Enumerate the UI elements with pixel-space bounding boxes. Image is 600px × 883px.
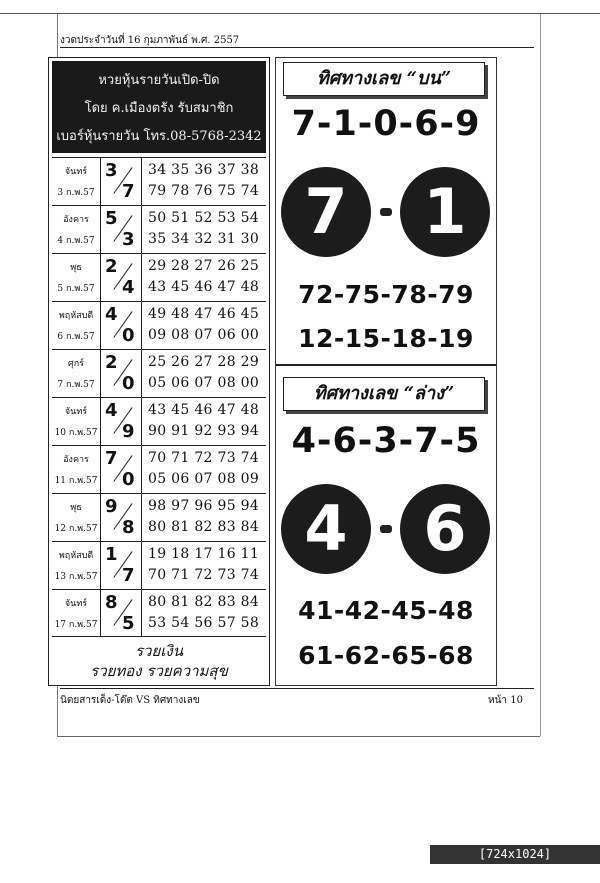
- numbers-line-1: 43 45 46 47 48: [148, 402, 260, 418]
- numbers-line-2: 35 34 32 31 30: [148, 231, 260, 247]
- day-name: พุธ: [70, 503, 82, 513]
- numbers-line-1: 19 18 17 16 11: [148, 546, 260, 562]
- lower-list-2: 61-62-65-68: [298, 641, 474, 670]
- key-top-digit: 7: [105, 448, 118, 469]
- numbers-line-1: 34 35 36 37 38: [148, 162, 260, 178]
- day-date: 12 ก.พ.57: [54, 524, 98, 534]
- upper-list-1: 72-75-78-79: [298, 280, 474, 309]
- info-line-3: เบอร์หุ้นรายวัน โทร.08-5768-2342: [56, 129, 262, 144]
- watermark: [724x1024] http://upic.me/: [430, 845, 600, 864]
- key-bottom-digit: 9: [122, 421, 135, 442]
- numbers-line-2: 70 71 72 73 74: [148, 567, 260, 583]
- left-panel: [48, 57, 270, 686]
- numbers-line-1: 70 71 72 73 74: [148, 450, 260, 466]
- page-edge-bottom: [57, 736, 540, 737]
- row-numbers-cell: [142, 494, 266, 541]
- key-bottom-digit: 8: [122, 517, 135, 538]
- key-bottom-digit: 0: [122, 373, 135, 394]
- row-day-cell: [52, 446, 101, 493]
- table-row: [52, 445, 266, 493]
- header-date: งวดประจำวันที่ 16 กุมภาพันธ์ พ.ศ. 2557: [60, 35, 240, 46]
- key-top-digit: 2: [105, 352, 118, 373]
- day-name: อังคาร: [63, 455, 89, 465]
- section-divider: [276, 364, 496, 366]
- row-key-cell: [101, 206, 142, 253]
- table-row: [52, 541, 266, 589]
- day-date: 13 ก.พ.57: [54, 572, 98, 582]
- lower-sequence: 4-6-3-7-5: [291, 421, 481, 461]
- numbers-line-2: 53 54 56 57 58: [148, 615, 260, 631]
- footer-left: นิตยสารเด็ง-โต๊ต VS ทิศทางเลข: [60, 695, 200, 706]
- numbers-line-1: 50 51 52 53 54: [148, 210, 260, 226]
- key-bottom-digit: 0: [122, 325, 135, 346]
- numbers-line-2: 09 08 07 06 00: [148, 327, 260, 343]
- upper-dot: [380, 208, 392, 216]
- numbers-line-1: 49 48 47 46 45: [148, 306, 260, 322]
- row-key-cell: [101, 158, 142, 205]
- row-numbers-cell: [142, 398, 266, 445]
- left-footer-line-1: รวยเงิน: [135, 642, 183, 660]
- numbers-line-1: 80 81 82 83 84: [148, 594, 260, 610]
- key-top-digit: 9: [105, 496, 118, 517]
- key-top-digit: 1: [105, 544, 118, 565]
- numbers-line-1: 98 97 96 95 94: [148, 498, 260, 514]
- day-name: พฤหัสบดี: [58, 311, 94, 321]
- row-key-cell: [101, 494, 142, 541]
- row-day-cell: [52, 398, 101, 445]
- day-name: อังคาร: [63, 215, 89, 225]
- key-top-digit: 3: [105, 160, 118, 181]
- numbers-line-2: 05 06 07 08 00: [148, 375, 260, 391]
- row-numbers-cell: [142, 350, 266, 397]
- table-row: [52, 349, 266, 397]
- day-name: จันทร์: [64, 407, 88, 417]
- day-name: ศุกร์: [68, 359, 84, 369]
- key-bottom-digit: 7: [122, 181, 135, 202]
- row-numbers-cell: [142, 206, 266, 253]
- table-row: [52, 253, 266, 301]
- page-edge-top: [0, 13, 600, 14]
- day-date: 6 ก.พ.57: [57, 332, 95, 342]
- row-day-cell: [52, 158, 101, 205]
- page-edge-right: [540, 14, 541, 736]
- row-day-cell: [52, 542, 101, 589]
- lower-dot: [380, 525, 392, 533]
- day-date: 3 ก.พ.57: [57, 188, 95, 198]
- row-day-cell: [52, 590, 101, 637]
- upper-sequence: 7-1-0-6-9: [291, 104, 481, 144]
- day-name: จันทร์: [64, 167, 88, 177]
- day-date: 4 ก.พ.57: [57, 236, 95, 246]
- lower-circle-1: 4: [281, 484, 371, 574]
- table-row: [52, 397, 266, 445]
- key-top-digit: 4: [105, 304, 118, 325]
- key-top-digit: 8: [105, 592, 118, 613]
- key-bottom-digit: 5: [122, 613, 135, 634]
- table-row: [52, 493, 266, 541]
- row-key-cell: [101, 350, 142, 397]
- row-day-cell: [52, 206, 101, 253]
- row-day-cell: [52, 494, 101, 541]
- header-rule: [60, 47, 534, 48]
- row-numbers-cell: [142, 446, 266, 493]
- footer-right: หน้า 10: [488, 695, 523, 706]
- lower-list-1: 41-42-45-48: [298, 596, 474, 625]
- row-key-cell: [101, 542, 142, 589]
- table-row: [52, 301, 266, 349]
- info-box: [52, 61, 266, 153]
- key-top-digit: 2: [105, 256, 118, 277]
- key-bottom-digit: 0: [122, 469, 135, 490]
- left-footer: [52, 636, 266, 683]
- row-key-cell: [101, 302, 142, 349]
- upper-circle-2: 1: [400, 167, 490, 257]
- upper-title: ทิศทางเลข “บน”: [283, 62, 485, 96]
- key-bottom-digit: 7: [122, 565, 135, 586]
- lower-circle-2: 6: [400, 484, 490, 574]
- day-name: จันทร์: [64, 599, 88, 609]
- day-date: 11 ก.พ.57: [54, 476, 98, 486]
- info-line-1: หวยหุ้นรายวันเปิด-ปิด: [98, 73, 220, 88]
- row-key-cell: [101, 254, 142, 301]
- day-name: พฤหัสบดี: [58, 551, 94, 561]
- row-key-cell: [101, 590, 142, 637]
- right-panel: [275, 57, 497, 686]
- day-date: 5 ก.พ.57: [57, 284, 95, 294]
- row-numbers-cell: [142, 158, 266, 205]
- table-row: [52, 205, 266, 253]
- key-top-digit: 4: [105, 400, 118, 421]
- info-line-2: โดย ค.เมืองตรัง รับสมาชิก: [84, 101, 234, 116]
- day-date: 7 ก.พ.57: [57, 380, 95, 390]
- key-bottom-digit: 4: [122, 277, 135, 298]
- numbers-line-2: 05 06 07 08 09: [148, 471, 260, 487]
- numbers-line-1: 29 28 27 26 25: [148, 258, 260, 274]
- row-key-cell: [101, 398, 142, 445]
- row-day-cell: [52, 350, 101, 397]
- day-name: พุธ: [70, 263, 82, 273]
- footer-rule: [60, 688, 534, 689]
- row-key-cell: [101, 446, 142, 493]
- row-day-cell: [52, 302, 101, 349]
- key-bottom-digit: 3: [122, 229, 135, 250]
- day-date: 10 ก.พ.57: [54, 428, 98, 438]
- numbers-line-1: 25 26 27 28 29: [148, 354, 260, 370]
- table-row: [52, 589, 266, 637]
- numbers-line-2: 90 91 92 93 94: [148, 423, 260, 439]
- row-numbers-cell: [142, 302, 266, 349]
- table-row: [52, 157, 266, 205]
- lower-title: ทิศทางเลข “ล่าง”: [283, 377, 485, 411]
- row-numbers-cell: [142, 254, 266, 301]
- upper-circle-1: 7: [281, 167, 371, 257]
- day-date: 17 ก.พ.57: [54, 620, 98, 630]
- left-footer-line-2: รวยทอง รวยความสุข: [90, 662, 228, 680]
- upper-list-2: 12-15-18-19: [298, 324, 474, 353]
- key-top-digit: 5: [105, 208, 118, 229]
- row-numbers-cell: [142, 542, 266, 589]
- numbers-line-2: 80 81 82 83 84: [148, 519, 260, 535]
- row-day-cell: [52, 254, 101, 301]
- numbers-line-2: 43 45 46 47 48: [148, 279, 260, 295]
- numbers-line-2: 79 78 76 75 74: [148, 183, 260, 199]
- row-numbers-cell: [142, 590, 266, 637]
